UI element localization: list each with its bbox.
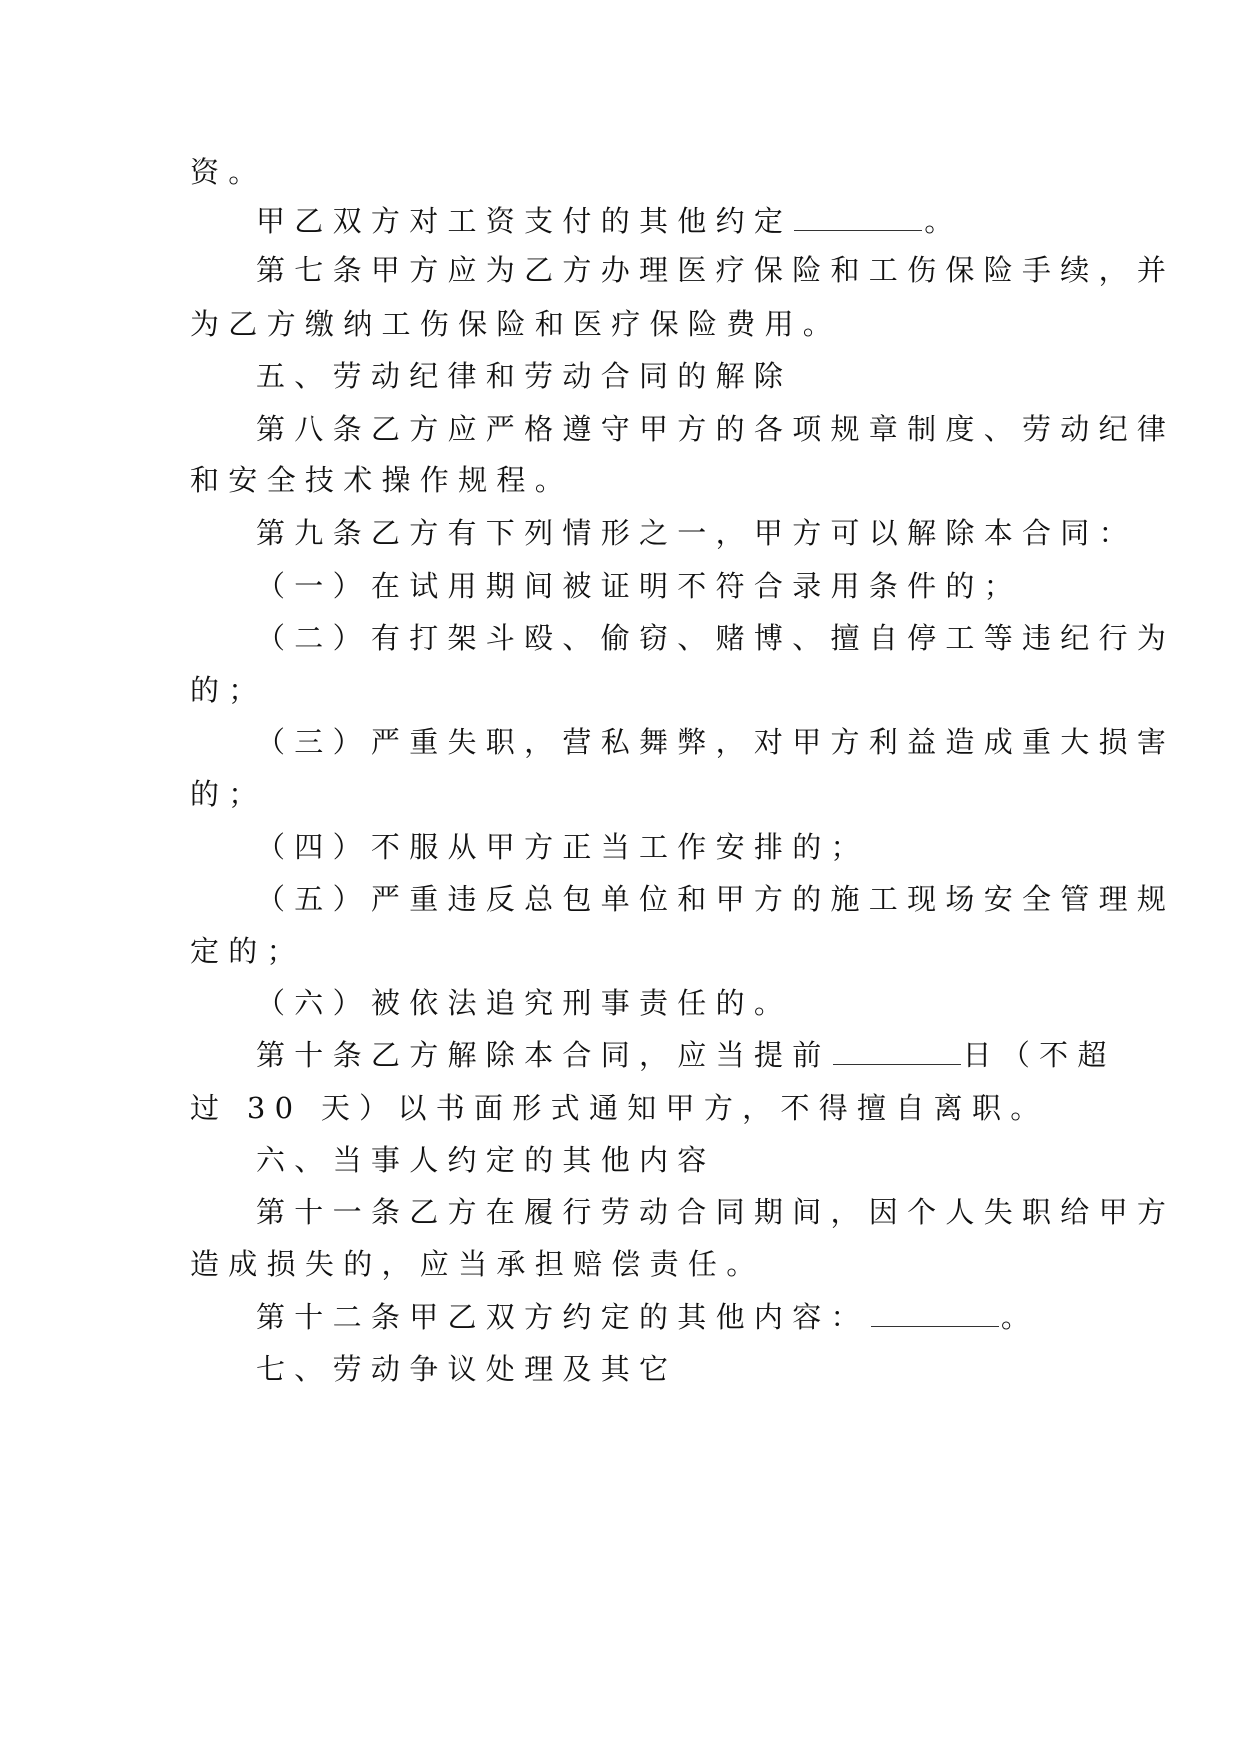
section-heading — [256, 1349, 677, 1389]
list-item — [256, 618, 1175, 658]
list-item — [256, 722, 1175, 762]
text-segment: 第十一条乙方在履行劳动合同期间，因个人失职给甲方 — [256, 1195, 1176, 1229]
text-line — [190, 460, 573, 500]
text-segment: 第八条乙方应严格遵守甲方的各项规章制度、劳动纪律 — [256, 412, 1176, 446]
text-segment: （六）被依法追究刑事责任的。 — [256, 986, 793, 1020]
text-line — [190, 152, 267, 192]
text-segment: 的； — [190, 777, 267, 811]
text-segment: （二）有打架斗殴、偷窃、赌博、擅自停工等违纪行为 — [256, 621, 1176, 655]
list-item — [256, 827, 869, 867]
section-heading — [256, 1140, 716, 1180]
text-segment: 第九条乙方有下列情形之一，甲方可以解除本合同： — [256, 516, 1137, 550]
text-segment: 和安全技术操作规程。 — [190, 463, 574, 497]
fill-in-blank — [794, 204, 922, 231]
section-heading — [256, 356, 792, 396]
text-segment: 第七条甲方应为乙方办理医疗保险和工伤保险手续，并 — [256, 253, 1176, 287]
text-segment: （五）严重违反总包单位和甲方的施工现场安全管理规 — [256, 882, 1176, 916]
text-segment: 第十二条甲乙双方约定的其他内容： — [256, 1300, 869, 1334]
list-item — [256, 566, 1022, 606]
text-segment: 七、劳动争议处理及其它 — [256, 1352, 678, 1386]
text-segment: 为乙方缴纳工伤保险和医疗保险费用。 — [190, 307, 842, 341]
text-line — [190, 1088, 1049, 1128]
text-line — [190, 931, 305, 971]
text-line — [190, 304, 841, 344]
text-segment: 甲乙双方对工资支付的其他约定 — [256, 204, 793, 238]
text-segment: 定的； — [190, 934, 305, 968]
text-segment: 资。 — [190, 155, 267, 189]
text-segment: 过 30 天）以书面形式通知甲方，不得擅自离职。 — [190, 1091, 1049, 1125]
text-segment: 造成损失的，应当承担赔偿责任。 — [190, 1247, 765, 1281]
text-line — [256, 513, 1137, 553]
text-segment: 第十条乙方解除本合同，应当提前 — [256, 1038, 831, 1072]
text-segment: 。 — [924, 204, 963, 238]
text-segment: 日（不超 — [962, 1038, 1116, 1072]
text-line — [256, 1035, 1116, 1075]
text-segment: 五、劳动纪律和劳动合同的解除 — [256, 359, 793, 393]
text-line — [256, 201, 963, 241]
list-item — [256, 983, 792, 1023]
text-line — [190, 670, 267, 710]
text-segment: 六、当事人约定的其他内容 — [256, 1143, 716, 1177]
fill-in-blank — [871, 1300, 999, 1327]
text-segment: （一）在试用期间被证明不符合录用条件的； — [256, 569, 1023, 603]
fill-in-blank — [833, 1038, 961, 1065]
list-item — [256, 879, 1175, 919]
text-line — [256, 250, 1175, 290]
text-line — [256, 1297, 1039, 1337]
text-segment: （四）不服从甲方正当工作安排的； — [256, 830, 869, 864]
text-line — [190, 774, 267, 814]
text-segment: 。 — [1000, 1300, 1040, 1334]
text-line — [256, 1192, 1175, 1232]
text-segment: （三）严重失职，营私舞弊，对甲方利益造成重大损害 — [256, 725, 1176, 759]
text-line — [190, 1244, 765, 1284]
text-segment: 的； — [190, 673, 267, 707]
text-line — [256, 409, 1175, 449]
